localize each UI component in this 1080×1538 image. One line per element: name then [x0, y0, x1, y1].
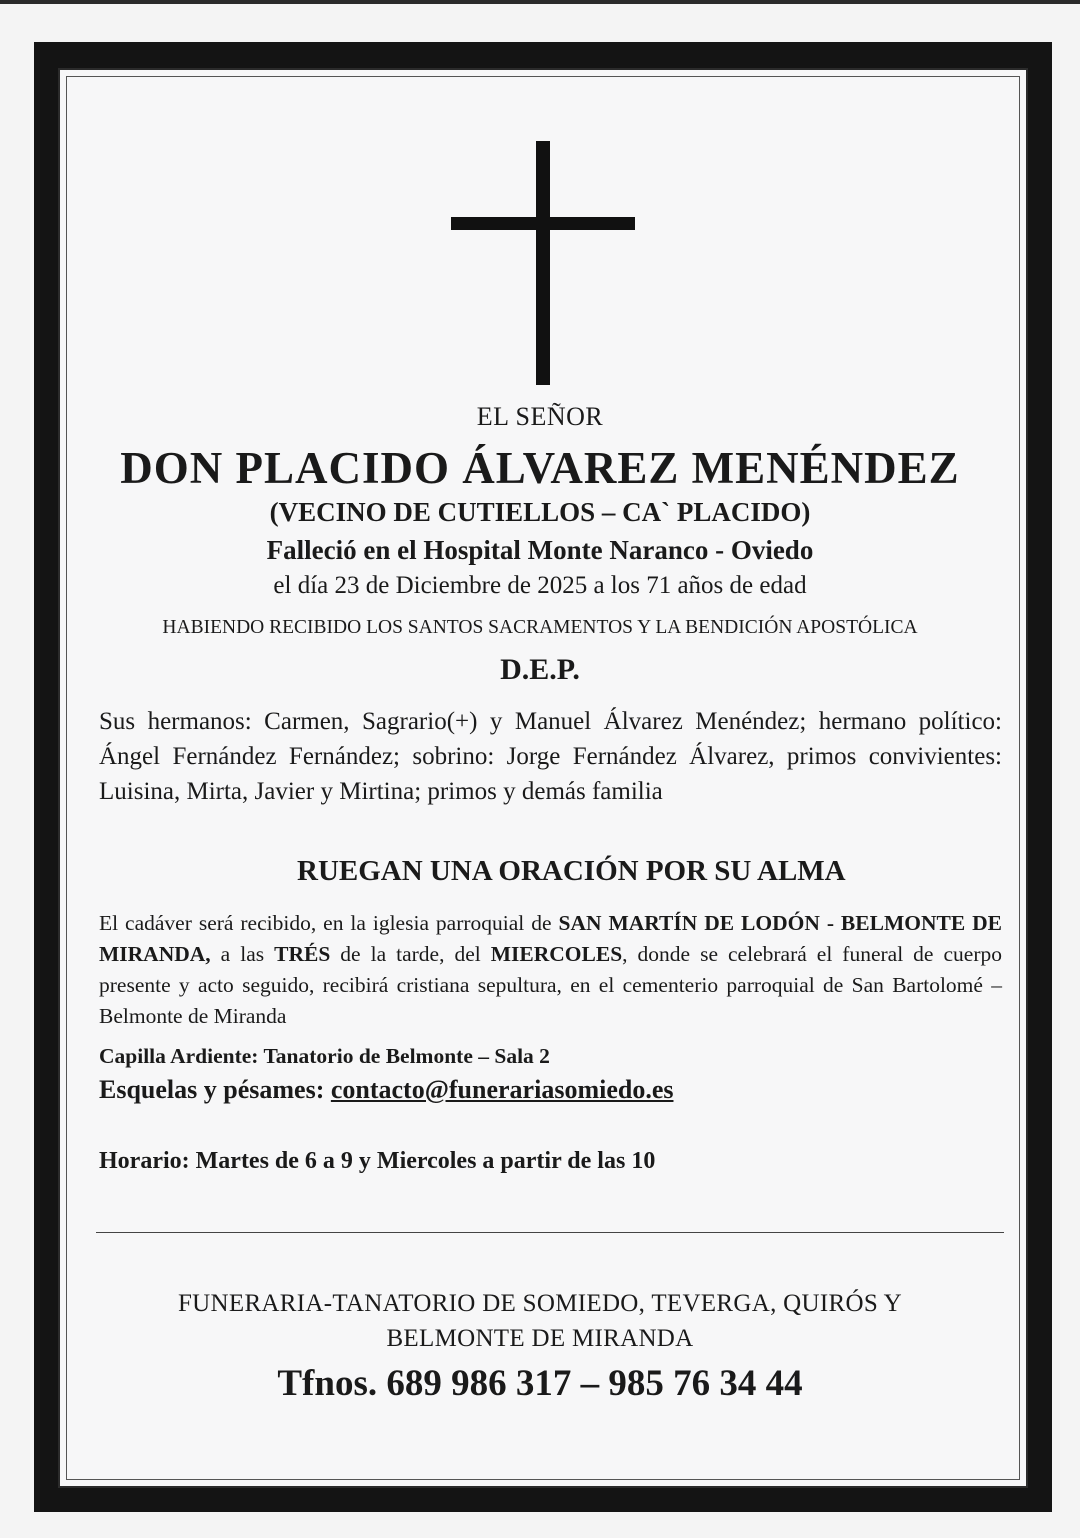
death-date: el día 23 de Diciembre de 2025 a los 71 años de edad — [273, 572, 807, 599]
church-name: SAN MARTÍN DE LODÓN - BELMONTE DE MIRANDA, — [99, 911, 1002, 966]
condolences-line — [99, 1075, 673, 1105]
death-place: Falleció en el Hospital Monte Naranco - Oviedo — [266, 535, 814, 565]
cross-icon — [536, 141, 550, 385]
company-name-line1: FUNERARIA-TANATORIO DE SOMIEDO, TEVERGA, QUIRÓS Y — [177, 1290, 903, 1317]
funeral-text-4: , donde se celebrará el funeral de cuerpo presente y acto seguido, recibirá cristiana sepultura, en el cementerio parroquial de San Bartolomé – Belmonte de Miranda — [99, 942, 1002, 1028]
honorific: EL SEÑOR — [476, 402, 604, 431]
funeral-details — [99, 908, 1002, 1032]
cross-icon-bar — [451, 217, 635, 230]
funeral-text-2: a las — [210, 942, 275, 966]
top-edge-line — [0, 0, 1080, 4]
condolences-label: Esquelas y pésames: — [99, 1075, 331, 1104]
funeral-text-1: El cadáver será recibido, en la iglesia parroquial de — [99, 911, 559, 935]
company-name-line2: BELMONTE DE MIRANDA — [386, 1325, 694, 1352]
funeral-text-3: de la tarde, del — [330, 942, 491, 966]
deceased-name: DON PLACIDO ÁLVAREZ MENÉNDEZ — [120, 443, 960, 493]
phone-numbers: Tfnos. 689 986 317 – 985 76 34 44 — [277, 1363, 803, 1404]
family-list: Sus hermanos: Carmen, Sagrario(+) y Manuel Álvarez Menéndez; hermano político: Ángel Fernández Fernández; sobrino: Jorge Fernández Álvarez, primos convivientes: Luisina, Mirta, Javier y Mirtina; primos y demás familia — [99, 708, 1002, 805]
funeral-time: TRÉS — [274, 942, 331, 966]
divider — [96, 1232, 1004, 1233]
chapel-info: Capilla Ardiente: Tanatorio de Belmonte – Sala 2 — [99, 1044, 550, 1068]
prayer-request: RUEGAN UNA ORACIÓN POR SU ALMA — [297, 855, 846, 887]
rip-label: D.E.P. — [500, 653, 580, 686]
funeral-day: MIERCOLES — [490, 942, 623, 966]
neighbor-info: (VECINO DE CUTIELLOS – CA` PLACIDO) — [269, 497, 811, 527]
sacraments-note: HABIENDO RECIBIDO LOS SANTOS SACRAMENTOS Y LA BENDICIÓN APOSTÓLICA — [162, 617, 918, 638]
schedule-info: Horario: Martes de 6 a 9 y Miercoles a partir de las 10 — [99, 1148, 656, 1174]
condolences-email-link[interactable]: contacto@funerariasomiedo.es — [330, 1075, 674, 1104]
